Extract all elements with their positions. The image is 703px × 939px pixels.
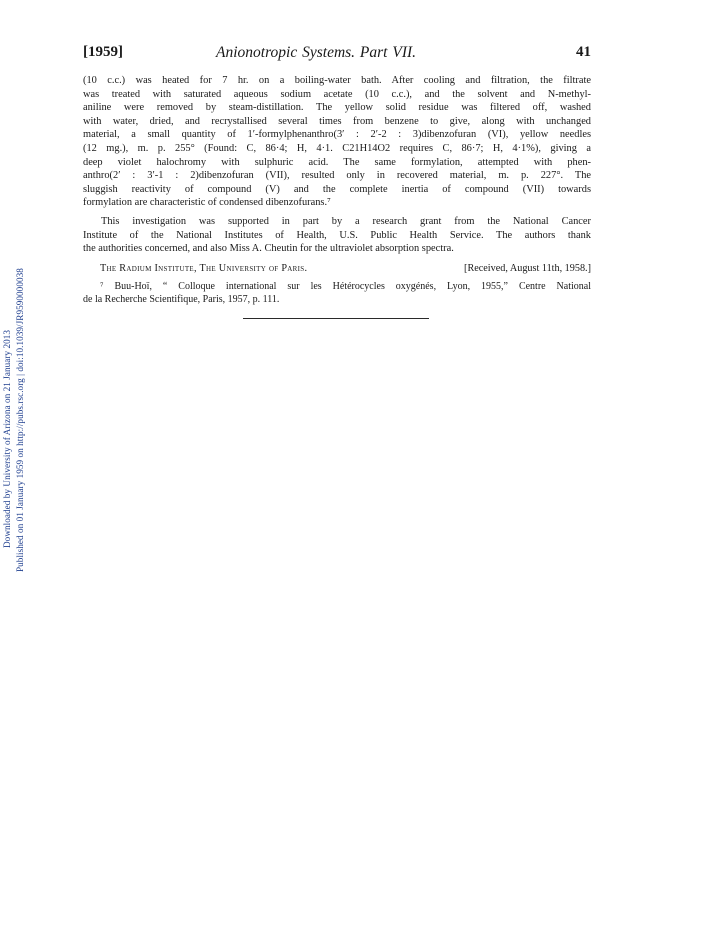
text-line: material, a small quantity of 1′-formylphenanthro(3′ : 2′-2 : 3)dibenzofuran (VI), yellow needles bbox=[83, 129, 591, 141]
text-line: anthro(2′ : 3′-1 : 2)dibenzofuran (VII), resulted only in recovered material, m. p. 227°. The bbox=[83, 170, 591, 182]
text-line: was treated with saturated aqueous sodium acetate (10 c.c.), and the solvent and N-methyl- bbox=[83, 88, 591, 100]
affiliation-line bbox=[83, 263, 591, 277]
text-line: deep violet halochromy with sulphuric acid. The same formylation, attempted with phen- bbox=[83, 156, 591, 168]
text-line: aniline were removed by steam-distillation. The yellow solid residue was filtered off, washed bbox=[83, 102, 591, 114]
download-notice: Downloaded by University of Arizona on 21 January 2013 bbox=[2, 329, 12, 548]
text-line: This investigation was supported in part by a research grant from the National Cancer bbox=[101, 216, 591, 227]
received-date: [Received, August 11th, 1958.] bbox=[464, 263, 591, 274]
publication-notice: Published on 01 January 1959 on http://pubs.rsc.org | doi:10.1039/JR9590000038 bbox=[15, 268, 25, 572]
text-line: (12 mg.), m. p. 255° (Found: C, 86·4; H, 4·1. C21H14O2 requires C, 86·7; H, 4·1%), giving a bbox=[83, 142, 591, 154]
text-line: (10 c.c.) was heated for 7 hr. on a boiling-water bath. After cooling and filtration, the filtrate bbox=[83, 75, 591, 86]
header-year: [1959] bbox=[83, 44, 123, 60]
text-line: with water, dried, and recrystallised several times from benzene to give, along with unchanged bbox=[83, 115, 591, 127]
text-line: sluggish reactivity of compound (V) and the complete inertia of compound (VII) towards bbox=[83, 183, 591, 195]
footnote-line: de la Recherche Scientifique, Paris, 1957, p. 111. bbox=[83, 293, 280, 305]
text-line: Institute of the National Institutes of Health, U.S. Public Health Service. The authors thank bbox=[83, 229, 591, 241]
footnote-line: ⁷ Buu-Hoï, “ Colloque international sur les Hétérocycles oxygénés, Lyon, 1955,” Centre National bbox=[100, 281, 591, 292]
institute-name: The Radium Institute, The University of Paris. bbox=[100, 263, 308, 274]
acknowledgement-paragraph bbox=[83, 215, 591, 256]
end-rule bbox=[243, 318, 429, 319]
running-header bbox=[83, 44, 591, 64]
experimental-paragraph bbox=[83, 74, 591, 210]
text-line: formylation are characteristic of condensed dibenzofurans.⁷ bbox=[83, 197, 331, 209]
footnote bbox=[83, 281, 591, 306]
text-line: the authorities concerned, and also Miss A. Cheutin for the ultraviolet absorption spectra. bbox=[83, 243, 454, 255]
header-title: Anionotropic Systems. Part VII. bbox=[216, 44, 417, 61]
page-number: 41 bbox=[576, 44, 591, 60]
